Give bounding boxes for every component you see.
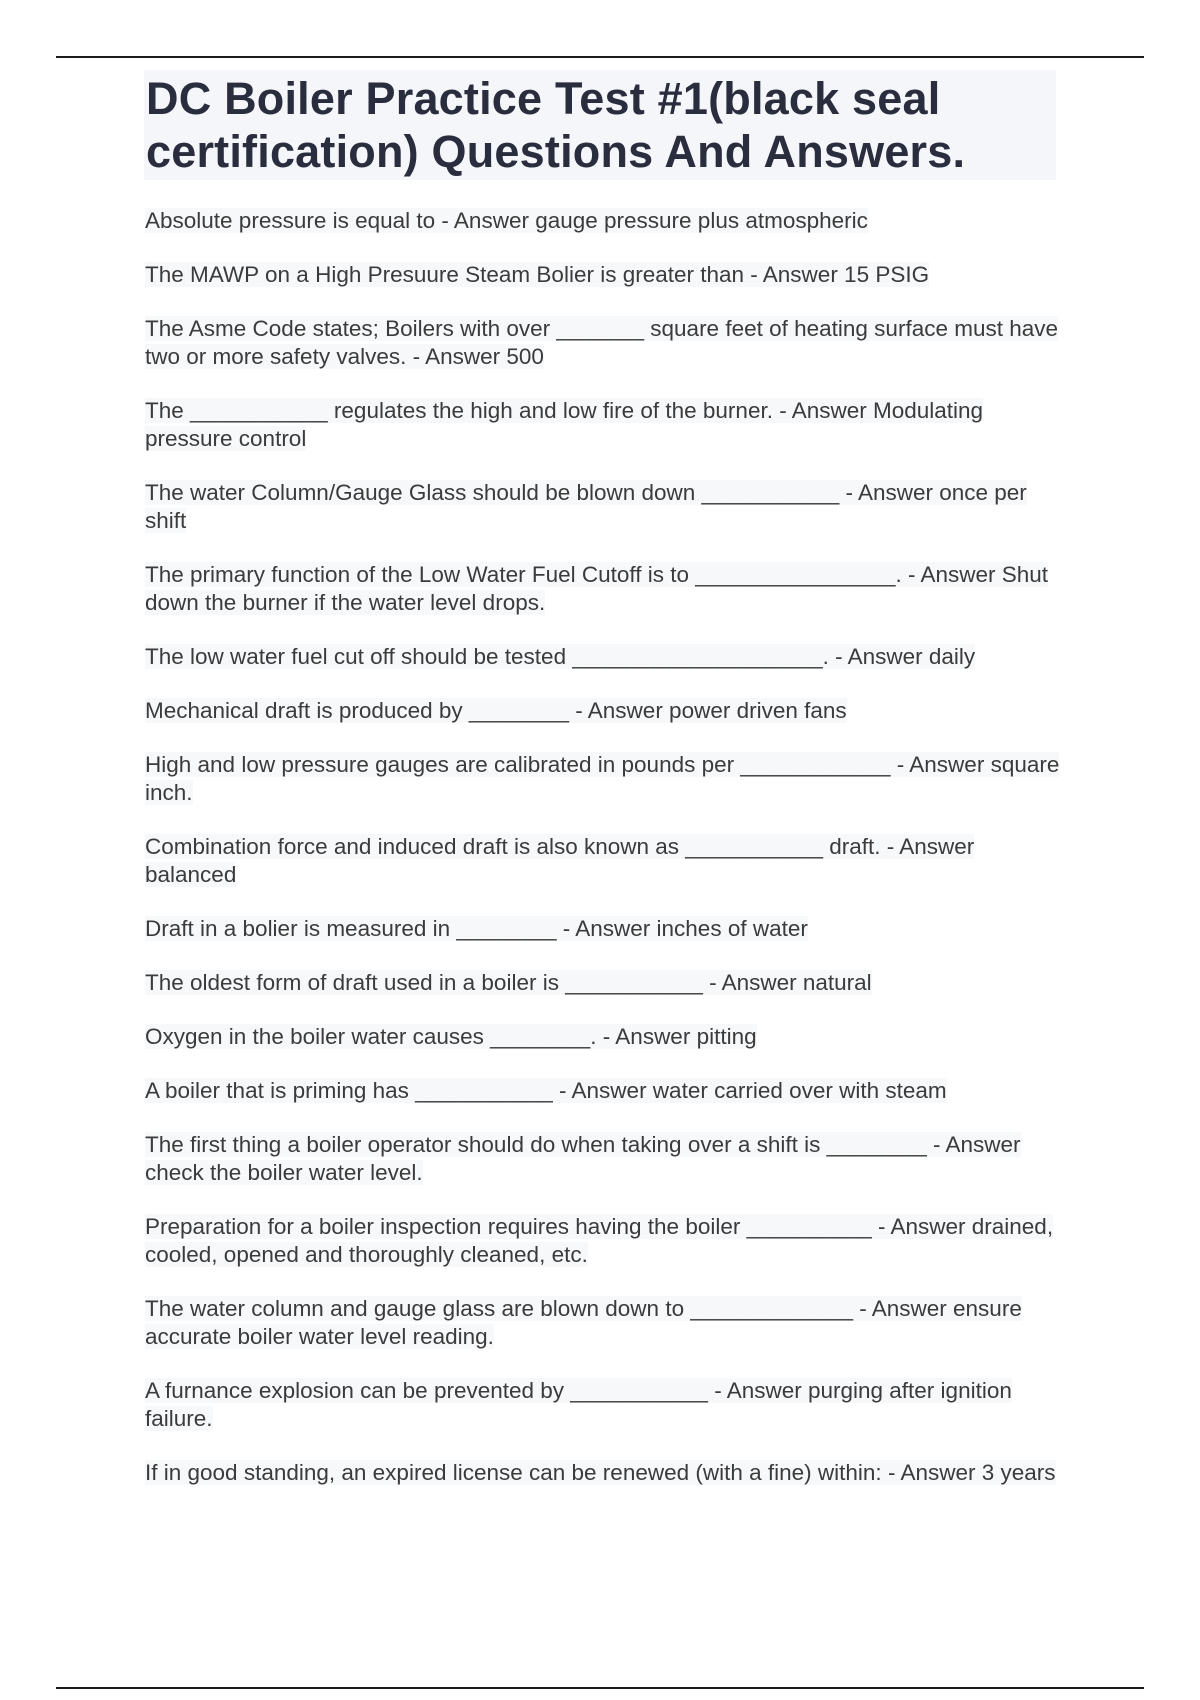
qa-text: The low water fuel cut off should be tested ____________________. - Answer daily: [145, 644, 976, 669]
qa-item: [145, 643, 1060, 671]
qa-item: [145, 1459, 1060, 1487]
qa-item: [145, 969, 1060, 997]
qa-text: The water Column/Gauge Glass should be blown down ___________ - Answer once per shift: [145, 480, 1027, 533]
qa-text: Absolute pressure is equal to - Answer gauge pressure plus atmospheric: [145, 208, 868, 233]
qa-item: [145, 1377, 1060, 1433]
qa-item: [145, 1023, 1060, 1051]
qa-item: [145, 697, 1060, 725]
qa-text: If in good standing, an expired license can be renewed (with a fine) within: - Answer 3 years: [145, 1460, 1056, 1485]
qa-text: Draft in a bolier is measured in ________ - Answer inches of water: [145, 916, 808, 941]
qa-text: The Asme Code states; Boilers with over _______ square feet of heating surface must have two or more safety valves. - Answer 500: [145, 316, 1059, 369]
top-rule: [56, 56, 1144, 58]
qa-item: [145, 261, 1060, 289]
qa-text: The primary function of the Low Water Fuel Cutoff is to ________________. - Answer Shut down the burner if the water level drops.: [145, 562, 1049, 615]
qa-item: [145, 315, 1060, 371]
qa-text: The ___________ regulates the high and low fire of the burner. - Answer Modulating pressure control: [145, 398, 984, 451]
qa-item: [145, 915, 1060, 943]
qa-item: [145, 207, 1060, 235]
qa-item: [145, 1295, 1060, 1351]
qa-list: [145, 207, 1060, 1513]
qa-text: The first thing a boiler operator should do when taking over a shift is ________ - Answer check the boiler water level.: [145, 1132, 1021, 1185]
document-title: DC Boiler Practice Test #1(black seal certification) Questions And Answers.: [146, 73, 966, 177]
qa-text: The MAWP on a High Presuure Steam Bolier is greater than - Answer 15 PSIG: [145, 262, 930, 287]
qa-text: A boiler that is priming has ___________ - Answer water carried over with steam: [145, 1078, 947, 1103]
qa-text: A furnance explosion can be prevented by ___________ - Answer purging after ignition failure.: [145, 1378, 1012, 1431]
qa-item: [145, 1213, 1060, 1269]
qa-item: [145, 1077, 1060, 1105]
qa-text: The oldest form of draft used in a boiler is ___________ - Answer natural: [145, 970, 872, 995]
bottom-rule: [56, 1687, 1144, 1689]
qa-text: High and low pressure gauges are calibrated in pounds per ____________ - Answer square inch.: [145, 752, 1060, 805]
qa-item: [145, 1131, 1060, 1187]
title-block: [144, 70, 1056, 180]
qa-item: [145, 833, 1060, 889]
qa-text: Oxygen in the boiler water causes ________. - Answer pitting: [145, 1024, 757, 1049]
qa-item: [145, 561, 1060, 617]
qa-item: [145, 397, 1060, 453]
qa-text: Mechanical draft is produced by ________ - Answer power driven fans: [145, 698, 847, 723]
qa-item: [145, 479, 1060, 535]
qa-text: Preparation for a boiler inspection requires having the boiler __________ - Answer drained, cooled, opened and thoroughly cleaned, etc.: [145, 1214, 1054, 1267]
qa-text: The water column and gauge glass are blown down to _____________ - Answer ensure accurate boiler water level reading.: [145, 1296, 1022, 1349]
qa-item: [145, 751, 1060, 807]
qa-text: Combination force and induced draft is also known as ___________ draft. - Answer balanced: [145, 834, 975, 887]
